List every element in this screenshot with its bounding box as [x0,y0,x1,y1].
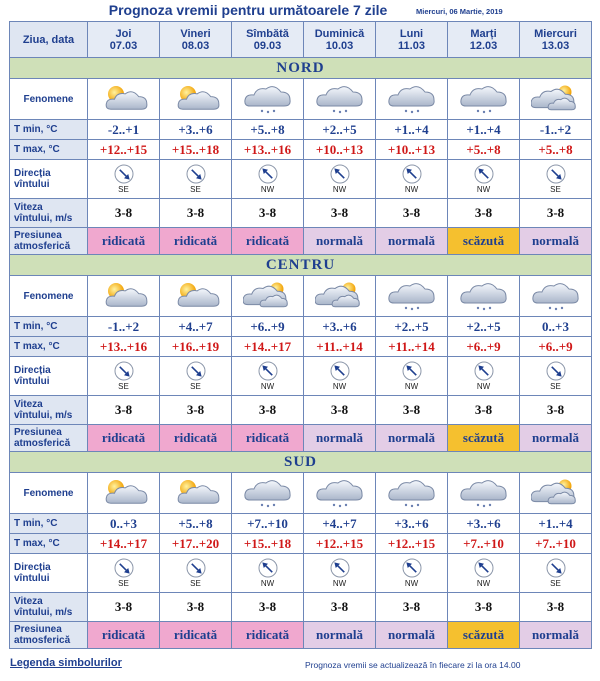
day-header [304,22,376,58]
wind-direction-value: SE [118,185,129,194]
cloud-snow-icon [304,82,375,116]
wind-direction-cell [160,357,232,396]
sun-cloud-icon [160,476,231,510]
wind-direction-value: SE [190,579,201,588]
label-tmin: T min, °C [10,120,88,140]
day-date: 12.03 [469,39,498,52]
sun-cloud-icon [160,279,231,313]
weather-cell [376,276,448,317]
day-header [520,22,592,58]
pressure-value: ridicată [232,622,304,649]
tmin-value: +1..+4 [448,120,520,140]
tmax-value: +5..+8 [520,140,592,160]
weather-cell [448,79,520,120]
tmin-value: -2..+1 [88,120,160,140]
pressure-value: ridicată [88,425,160,452]
tmax-value: +5..+8 [448,140,520,160]
tmin-value: +5..+8 [160,514,232,534]
cloud-snow-icon [304,476,375,510]
tmax-value: +13..+16 [88,337,160,357]
tmax-value: +10..+13 [376,140,448,160]
day-name: Joi [115,27,132,40]
wind-direction-value: NW [332,579,347,588]
tmin-value: +2..+5 [376,317,448,337]
label-wind-direction [10,554,88,593]
wind-direction-cell [376,554,448,593]
pressure-value: normală [376,228,448,255]
wind-direction-value: SE [550,185,561,194]
current-date: Miercuri, 06 Martie, 2019 [416,7,503,16]
weather-cell [88,276,160,317]
arrow-down-right-icon [114,164,134,184]
wind-speed-value: 3-8 [232,396,304,425]
cloud-snow-icon [448,476,519,510]
tmin-value: +1..+4 [520,514,592,534]
tmax-value: +15..+18 [232,534,304,554]
wind-direction-value: NW [260,382,275,391]
tmax-value: +12..+15 [376,534,448,554]
label-line: vîntului, m/s [14,213,73,224]
wind-direction-value: NW [260,185,275,194]
tmax-value: +16..+19 [160,337,232,357]
day-header [160,22,232,58]
weather-cell [520,473,592,514]
tmax-value: +11..+14 [376,337,448,357]
day-date: 08.03 [181,39,210,52]
wind-speed-value: 3-8 [88,593,160,622]
wind-speed-value: 3-8 [304,199,376,228]
wind-speed-value: 3-8 [304,396,376,425]
label-tmin: T min, °C [10,317,88,337]
wind-direction-value: NW [476,382,491,391]
tmin-value: +6..+9 [232,317,304,337]
tmin-value: +3..+6 [160,120,232,140]
wind-speed-value: 3-8 [160,396,232,425]
wind-direction-cell [232,554,304,593]
pressure-value: normală [520,425,592,452]
pressure-value: normală [304,228,376,255]
wind-direction-cell [88,554,160,593]
arrow-down-right-icon [186,164,206,184]
label-line: Presiunea [14,624,62,635]
arrow-up-left-icon [330,164,350,184]
wind-speed-value: 3-8 [520,593,592,622]
arrow-down-right-icon [114,361,134,381]
tmin-value: +1..+4 [376,120,448,140]
wind-direction-value: NW [404,579,419,588]
label-line: vîntului [14,179,50,190]
wind-speed-value: 3-8 [448,593,520,622]
tmin-value: +5..+8 [232,120,304,140]
wind-direction-cell [304,554,376,593]
label-line: Direcția [14,168,51,179]
sun-cloud-icon [88,82,159,116]
arrow-up-left-icon [402,164,422,184]
cloud-snow-icon [376,82,447,116]
label-wind-speed [10,396,88,425]
wind-speed-value: 3-8 [88,396,160,425]
pressure-value: normală [520,622,592,649]
wind-direction-value: NW [404,185,419,194]
label-fenomene: Fenomene [10,276,88,317]
weather-cell [160,276,232,317]
label-tmax: T max, °C [10,534,88,554]
tmin-value: +4..+7 [160,317,232,337]
tmin-value: +3..+6 [448,514,520,534]
wind-speed-value: 3-8 [520,199,592,228]
wind-direction-value: NW [332,185,347,194]
label-line: Presiunea [14,427,62,438]
wind-speed-value: 3-8 [232,199,304,228]
wind-direction-cell [520,554,592,593]
cloud-snow-icon [376,279,447,313]
pressure-value: normală [304,622,376,649]
wind-direction-cell [88,160,160,199]
weather-cell [448,473,520,514]
tmin-value: +4..+7 [304,514,376,534]
arrow-up-left-icon [258,558,278,578]
weather-cell [448,276,520,317]
day-header [448,22,520,58]
pressure-value: ridicată [232,425,304,452]
wind-direction-value: NW [260,579,275,588]
cloud-snow-icon [448,279,519,313]
wind-direction-value: NW [476,579,491,588]
weather-cell [304,276,376,317]
sun-cloud-icon [88,476,159,510]
tmin-value: -1..+2 [520,120,592,140]
pressure-value: ridicată [232,228,304,255]
day-name: Vineri [180,27,211,40]
wind-direction-cell [376,357,448,396]
arrow-down-right-icon [546,164,566,184]
arrow-up-left-icon [330,361,350,381]
wind-direction-cell [160,554,232,593]
pressure-value: scăzută [448,425,520,452]
label-fenomene: Fenomene [10,473,88,514]
day-date: 10.03 [325,39,354,52]
tmax-value: +7..+10 [520,534,592,554]
day-name: Miercuri [534,27,577,40]
wind-direction-cell [160,160,232,199]
tmin-value: +2..+5 [448,317,520,337]
cloud-sun-icon [520,82,591,116]
weather-cell [520,276,592,317]
wind-direction-value: SE [118,382,129,391]
tmax-value: +6..+9 [520,337,592,357]
label-line: Viteza [14,202,43,213]
label-tmax: T max, °C [10,140,88,160]
update-note: Prognoza vremii se actualizează în fiecare zi la ora 14.00 [305,660,521,670]
wind-direction-value: SE [550,579,561,588]
label-line: Viteza [14,399,43,410]
wind-direction-value: SE [190,382,201,391]
weather-cell [520,79,592,120]
label-line: atmosferică [14,635,71,646]
label-wind-direction [10,357,88,396]
pressure-value: normală [304,425,376,452]
tmax-value: +12..+15 [304,534,376,554]
tmin-value: -1..+2 [88,317,160,337]
region-header-centru: CENTRU [10,255,592,276]
tmax-value: +10..+13 [304,140,376,160]
tmax-value: +6..+9 [448,337,520,357]
cloud-snow-icon [448,82,519,116]
label-wind-speed [10,593,88,622]
day-header [88,22,160,58]
wind-direction-cell [520,357,592,396]
forecast-table [9,21,592,649]
wind-direction-cell [376,160,448,199]
wind-speed-value: 3-8 [520,396,592,425]
pressure-value: scăzută [448,228,520,255]
tmax-value: +7..+10 [448,534,520,554]
page-title: Prognoza vremii pentru următoarele 7 zile [108,2,388,18]
arrow-down-right-icon [546,361,566,381]
arrow-down-right-icon [186,361,206,381]
day-name: Luni [399,27,424,40]
pressure-value: ridicată [88,228,160,255]
weather-cell [232,473,304,514]
label-line: atmosferică [14,438,71,449]
header-bar [0,0,600,22]
wind-speed-value: 3-8 [448,396,520,425]
arrow-up-left-icon [474,558,494,578]
wind-direction-value: SE [550,382,561,391]
wind-direction-cell [448,160,520,199]
tmax-value: +14..+17 [232,337,304,357]
label-line: Direcția [14,365,51,376]
weather-cell [88,79,160,120]
arrow-up-left-icon [474,164,494,184]
tmin-value: +3..+6 [304,317,376,337]
sun-cloud-icon [88,279,159,313]
label-wind-direction [10,160,88,199]
day-header [232,22,304,58]
wind-direction-cell [448,357,520,396]
arrow-up-left-icon [402,361,422,381]
label-pressure [10,228,88,255]
label-line: Viteza [14,596,43,607]
arrow-down-right-icon [186,558,206,578]
region-header-nord: NORD [10,58,592,79]
label-line: vîntului [14,573,50,584]
weather-cell [376,79,448,120]
cloud-sun-icon [304,279,375,313]
weather-cell [376,473,448,514]
legend-link[interactable]: Legenda simbolurilor [10,657,122,669]
wind-direction-cell [304,357,376,396]
pressure-value: ridicată [160,425,232,452]
wind-direction-cell [88,357,160,396]
day-date: 11.03 [398,39,425,52]
weather-cell [160,79,232,120]
region-header-sud: SUD [10,452,592,473]
cloud-snow-icon [376,476,447,510]
sun-cloud-icon [160,82,231,116]
label-tmin: T min, °C [10,514,88,534]
tmax-value: +15..+18 [160,140,232,160]
weather-cell [160,473,232,514]
wind-direction-cell [448,554,520,593]
wind-speed-value: 3-8 [376,593,448,622]
tmax-value: +13..+16 [232,140,304,160]
pressure-value: normală [376,425,448,452]
weather-cell [304,79,376,120]
cloud-snow-icon [232,82,303,116]
wind-direction-cell [304,160,376,199]
arrow-down-right-icon [546,558,566,578]
day-header [376,22,448,58]
label-pressure [10,425,88,452]
wind-direction-value: SE [118,579,129,588]
wind-speed-value: 3-8 [304,593,376,622]
day-name: Sîmbătă [246,27,289,40]
tmax-value: +17..+20 [160,534,232,554]
label-line: vîntului [14,376,50,387]
pressure-value: ridicată [160,622,232,649]
arrow-up-left-icon [402,558,422,578]
day-date: 07.03 [109,39,138,52]
arrow-up-left-icon [474,361,494,381]
wind-speed-value: 3-8 [448,199,520,228]
wind-speed-value: 3-8 [376,396,448,425]
wind-speed-value: 3-8 [160,199,232,228]
tmin-value: +3..+6 [376,514,448,534]
day-date: 13.03 [541,39,570,52]
weather-cell [304,473,376,514]
wind-speed-value: 3-8 [232,593,304,622]
wind-direction-value: NW [332,382,347,391]
arrow-up-left-icon [258,164,278,184]
arrow-up-left-icon [258,361,278,381]
day-name: Marți [470,27,497,40]
cloud-sun-icon [232,279,303,313]
label-line: vîntului, m/s [14,607,73,618]
cloud-sun-icon [520,476,591,510]
pressure-value: normală [376,622,448,649]
column-header-day: Ziua, data [10,22,88,58]
wind-speed-value: 3-8 [88,199,160,228]
label-fenomene: Fenomene [10,79,88,120]
label-pressure [10,622,88,649]
label-wind-speed [10,199,88,228]
weather-cell [232,79,304,120]
pressure-value: normală [520,228,592,255]
wind-direction-value: NW [404,382,419,391]
tmax-value: +14..+17 [88,534,160,554]
day-name: Duminică [314,27,365,40]
arrow-up-left-icon [330,558,350,578]
tmin-value: 0..+3 [520,317,592,337]
label-line: atmosferică [14,241,71,252]
tmin-value: 0..+3 [88,514,160,534]
tmax-value: +11..+14 [304,337,376,357]
wind-direction-cell [232,160,304,199]
weather-cell [88,473,160,514]
wind-direction-value: NW [476,185,491,194]
pressure-value: ridicată [160,228,232,255]
wind-direction-value: SE [190,185,201,194]
tmax-value: +12..+15 [88,140,160,160]
pressure-value: scăzută [448,622,520,649]
day-date: 09.03 [253,39,282,52]
label-line: Direcția [14,562,51,573]
label-tmax: T max, °C [10,337,88,357]
tmin-value: +7..+10 [232,514,304,534]
cloud-snow-icon [232,476,303,510]
arrow-down-right-icon [114,558,134,578]
wind-speed-value: 3-8 [376,199,448,228]
weather-cell [232,276,304,317]
label-line: Presiunea [14,230,62,241]
wind-speed-value: 3-8 [160,593,232,622]
tmin-value: +2..+5 [304,120,376,140]
pressure-value: ridicată [88,622,160,649]
wind-direction-cell [232,357,304,396]
label-line: vîntului, m/s [14,410,73,421]
cloud-snow-icon [520,279,591,313]
wind-direction-cell [520,160,592,199]
